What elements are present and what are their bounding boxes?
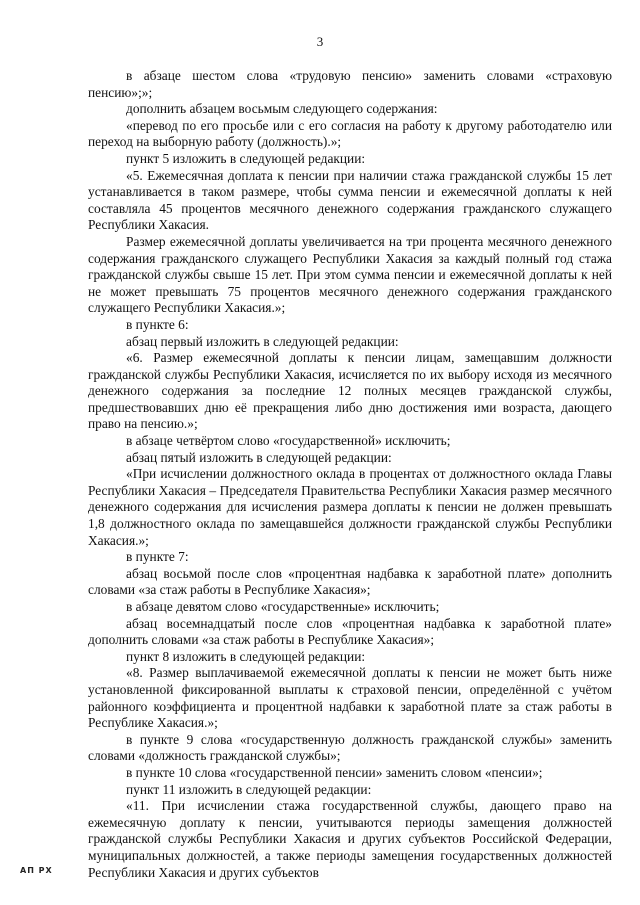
- paragraph-1: в абзаце шестом слова «трудовую пенсию» заменить словами «страховую пенсию»;»;: [88, 68, 612, 100]
- paragraph-3: «перевод по его просьбе или с его согласия на работу к другому работодателю или переход на выборную работу (должность).»;: [88, 117, 612, 150]
- paragraph-13: в пункте 7:: [126, 549, 189, 565]
- paragraph-2: дополнить абзацем восьмым следующего содержания:: [126, 101, 438, 117]
- paragraph-6: Размер ежемесячной доплаты увеличивается на три процента месячного денежного содержания гражданского служащего Республики Хакасия за каждый полный год стажа гражданской службы свыше 15 лет. При этом сумма пенсии и ежемесячной доплаты к ней не может превышать 75 процентов месячного денежного содержания гражданского служащего Республики Хакасия.»;: [88, 233, 612, 316]
- paragraph-17: пункт 8 изложить в следующей редакции:: [126, 648, 366, 664]
- document-body: [88, 68, 612, 881]
- paragraph-8: абзац первый изложить в следующей редакции:: [126, 333, 399, 349]
- paragraph-16: абзац восемнадцатый после слов «процентная надбавка к заработной плате» дополнить словами «за стаж работы в Республике Хакасия»;: [88, 615, 612, 648]
- paragraph-9: «6. Размер ежемесячной доплаты к пенсии лицам, замещавшим должности гражданской службы Республики Хакасия, исчисляется по их выбору исходя из месячного денежного содержания за последние 12 полных месяцев гражданской службы, предшествовавших дню её прекращения либо дню достижения ими возраста, дающего право на пенсию.»;: [88, 350, 612, 432]
- paragraph-12: «При исчислении должностного оклада в процентах от должностного оклада Главы Республики Хакасия – Председателя Правительства Республики Хакасия размер месячного денежного содержания для исчисления размера доплаты к пенсии не должен превышать 1,8 должностного оклада по замещавшейся должности гражданской службы Республики Хакасия.»;: [88, 466, 612, 548]
- footer-stamp-mark: АП РХ: [20, 866, 53, 875]
- paragraph-10: в абзаце четвёртом слово «государственной» исключить;: [126, 433, 451, 449]
- paragraph-21: пункт 11 изложить в следующей редакции:: [126, 781, 372, 797]
- paragraph-20: в пункте 10 слова «государственной пенсии» заменить словом «пенсии»;: [126, 764, 543, 780]
- paragraph-22: «11. При исчислении стажа государственной службы, дающего право на ежемесячную доплату к пенсии, учитываются периоды замещения должностей гражданской службы Республики Хакасия и других субъектов Российской Федерации, муниципальных должностей, а также периоды замещения государственных должностей Республики Хакасия и других субъектов: [88, 798, 612, 880]
- paragraph-14: абзац восьмой после слов «процентная надбавка к заработной плате» дополнить словами «за стаж работы в Республике Хакасия»;: [88, 565, 612, 598]
- paragraph-15: в абзаце девятом слово «государственные» исключить;: [126, 599, 440, 614]
- paragraph-5: «5. Ежемесячная доплата к пенсии при наличии стажа гражданской службы 15 лет устанавливается в таком размере, чтобы сумма пенсии и ежемесячной доплаты к ней составляла 45 процентов месячного денежного содержания гражданского служащего Республики Хакасия.: [88, 167, 612, 233]
- paragraph-11: абзац пятый изложить в следующей редакции:: [126, 449, 392, 465]
- paragraph-4: пункт 5 изложить в следующей редакции:: [126, 150, 366, 166]
- paragraph-19: в пункте 9 слова «государственную должность гражданской службы» заменить словами «должность гражданской службы»;: [88, 731, 612, 764]
- paragraph-7: в пункте 6:: [126, 316, 189, 332]
- page-number: 3: [316, 34, 324, 49]
- paragraph-18: «8. Размер выплачиваемой ежемесячной доплаты к пенсии не может быть ниже установленной фиксированной выплаты к страховой пенсии, определённой с учётом районного коэффициента и процентной надбавки к заработной плате за стаж работы в Республике Хакасия.»;: [88, 665, 612, 731]
